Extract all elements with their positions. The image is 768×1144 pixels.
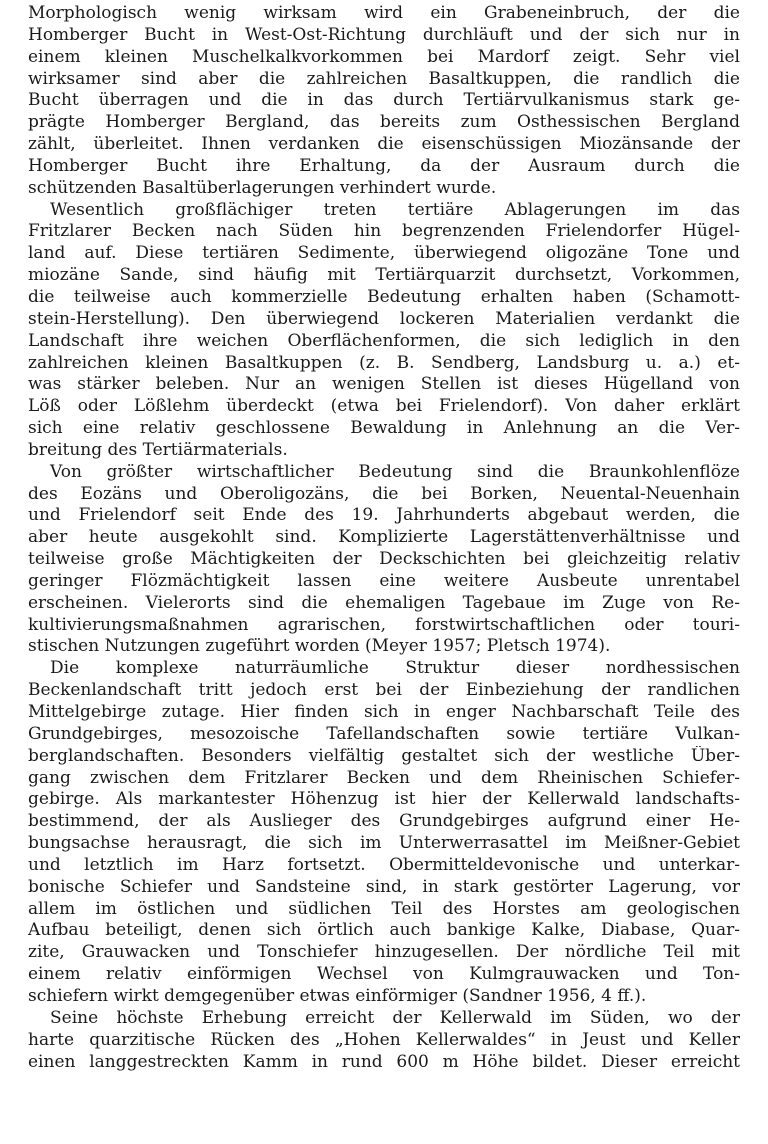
paragraph-4 — [28, 658, 740, 1008]
text-line: einem relativ einförmigen Wechsel von Kulmgrauwacken und Ton- — [28, 964, 740, 985]
text-line: Wesentlich großflächiger treten tertiäre Ablagerungen im das — [50, 199, 740, 220]
paragraph-2 — [28, 200, 740, 462]
text-line: allem im östlichen und südlichen Teil des Horstes am geologischen — [28, 898, 740, 919]
paragraph-1 — [28, 3, 740, 200]
text-line: Fritzlarer Becken nach Süden hin begrenzenden Frielendorfer Hügel- — [28, 221, 740, 242]
text-line: Landschaft ihre weichen Oberflächenformen, die sich lediglich in den — [28, 330, 740, 351]
text-line: stischen Nutzungen zugeführt worden (Meyer 1957; Pletsch 1974). — [28, 636, 611, 657]
paragraph-3 — [28, 462, 740, 659]
text-line: Homberger Bucht ihre Erhaltung, da der Ausraum durch die — [28, 155, 740, 176]
text-line: miozäne Sande, sind häufig mit Tertiärquarzit durchsetzt, Vorkommen, — [28, 265, 740, 286]
text-line: berglandschaften. Besonders vielfältig gestaltet sich der westliche Über- — [28, 745, 740, 766]
text-line: Morphologisch wenig wirksam wird ein Grabeneinbruch, der die — [28, 3, 740, 23]
text-line: zählt, überleitet. Ihnen verdanken die eisenschüssigen Miozänsande der — [28, 134, 740, 155]
text-line: breitung des Tertiärmaterials. — [28, 439, 288, 460]
text-line: Aufbau beteiligt, denen sich örtlich auch bankige Kalke, Diabase, Quar- — [28, 920, 740, 941]
text-line: teilweise große Mächtigkeiten der Deckschichten bei gleichzeitig relativ — [28, 549, 740, 570]
text-line: Mittelgebirge zutage. Hier finden sich in enger Nachbarschaft Teile des — [28, 702, 740, 722]
text-line: land auf. Diese tertiären Sedimente, überwiegend oligozäne Tone und — [28, 243, 740, 264]
text-line: Grundgebirges, mesozoische Tafellandschaften sowie tertiäre Vulkan- — [28, 723, 740, 744]
text-line: Homberger Bucht in West-Ost-Richtung durchläuft und der sich nur in — [28, 24, 740, 45]
text-line: was stärker beleben. Nur an wenigen Stellen ist dieses Hügelland von — [28, 374, 740, 395]
text-line: bestimmend, der als Auslieger des Grundgebirges aufgrund einer He- — [28, 811, 740, 832]
text-line: schiefern wirkt demgegenüber etwas einförmiger (Sandner 1956, 4 ff.). — [28, 985, 647, 1006]
text-line: bungsachse herausragt, die sich im Unterwerrasattel im Meißner-Gebiet — [28, 833, 740, 854]
text-line: Beckenlandschaft tritt jedoch erst bei der Einbeziehung der randlichen — [28, 680, 740, 701]
text-line: die teilweise auch kommerzielle Bedeutung erhalten haben (Schamott- — [28, 286, 740, 307]
text-line: zahlreichen kleinen Basaltkuppen (z. B. Sendberg, Landsburg u. a.) et- — [28, 352, 740, 373]
text-line: kultivierungsmaßnahmen agrarischen, forstwirtschaftlichen oder touri- — [28, 614, 740, 635]
text-line: des Eozäns und Oberoligozäns, die bei Borken, Neuental-Neuenhain — [28, 483, 740, 504]
text-line: einem kleinen Muschelkalkvorkommen bei Mardorf zeigt. Sehr viel — [28, 46, 740, 67]
text-line: prägte Homberger Bergland, das bereits zum Osthessischen Bergland — [28, 112, 740, 133]
text-line: Löß oder Lößlehm überdeckt (etwa bei Frielendorf). Von daher erklärt — [28, 396, 740, 417]
text-line: erscheinen. Vielerorts sind die ehemaligen Tagebaue im Zuge von Re- — [28, 592, 740, 613]
text-line: gang zwischen dem Fritzlarer Becken und dem Rheinischen Schiefer- — [28, 767, 740, 788]
text-line: bonische Schiefer und Sandsteine sind, in stark gestörter Lagerung, vor — [28, 876, 740, 897]
text-line: gebirge. Als markantester Höhenzug ist hier der Kellerwald landschafts- — [28, 789, 740, 810]
paragraph-5 — [28, 1008, 740, 1074]
text-line: zite, Grauwacken und Tonschiefer hinzugesellen. Der nördliche Teil mit — [28, 942, 740, 963]
text-line: harte quarzitische Rücken des „Hohen Kellerwaldes“ in Jeust und Keller — [28, 1029, 740, 1050]
text-line: stein-Herstellung). Den überwiegend lockeren Materialien verdankt die — [28, 308, 740, 329]
text-line: sich eine relativ geschlossene Bewaldung in Anlehnung an die Ver- — [28, 418, 740, 439]
text-line: Bucht überragen und die in das durch Tertiärvulkanismus stark ge- — [28, 90, 740, 111]
text-line: geringer Flözmächtigkeit lassen eine weitere Ausbeute unrentabel — [28, 570, 740, 591]
text-line: einen langgestreckten Kamm in rund 600 m Höhe bildet. Dieser erreicht — [28, 1051, 740, 1072]
text-line: und Frielendorf seit Ende des 19. Jahrhunderts abgebaut werden, die — [28, 505, 740, 526]
text-line: Seine höchste Erhebung erreicht der Kellerwald im Süden, wo der — [50, 1007, 740, 1028]
text-line: aber heute ausgekohlt sind. Komplizierte Lagerstättenverhältnisse und — [28, 527, 740, 548]
text-line: und letztlich im Harz fortsetzt. Obermitteldevonische und unterkar- — [28, 854, 740, 875]
text-line: wirksamer sind aber die zahlreichen Basaltkuppen, die randlich die — [28, 68, 740, 89]
text-line: Von größter wirtschaftlicher Bedeutung sind die Braunkohlenflöze — [50, 461, 740, 482]
text-line: Die komplexe naturräumliche Struktur dieser nordhessischen — [50, 658, 740, 679]
text-line: schützenden Basaltüberlagerungen verhindert wurde. — [28, 177, 497, 198]
